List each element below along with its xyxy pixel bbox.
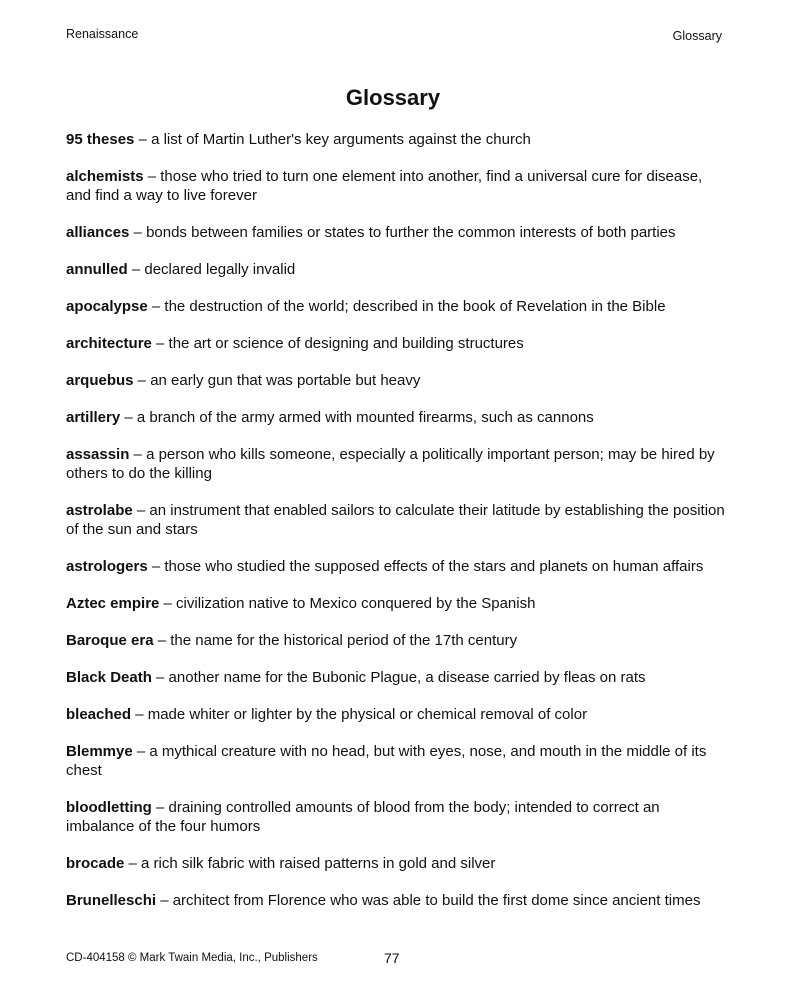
glossary-term: Aztec empire — [66, 595, 160, 612]
glossary-term: brocade — [66, 855, 125, 872]
glossary-definition: – bonds between families or states to further the common interests of both parties — [129, 224, 676, 241]
glossary-entry — [66, 297, 726, 316]
glossary-definition: – the art or science of designing and building structures — [151, 335, 524, 352]
glossary-definition: – another name for the Bubonic Plague, a disease carried by fleas on rats — [151, 669, 646, 686]
glossary-entry — [66, 891, 726, 910]
glossary-term: astrologers — [66, 558, 148, 575]
glossary-definition: – a list of Martin Luther's key arguments against the church — [134, 131, 531, 148]
glossary-entry — [66, 631, 726, 650]
glossary-definition: – the name for the historical period of the 17th century — [153, 632, 518, 649]
page-title: Glossary — [345, 85, 441, 110]
page-number: 77 — [384, 950, 400, 966]
glossary-term: alchemists — [66, 168, 144, 185]
glossary-definition: – made whiter or lighter by the physical or chemical removal of color — [131, 706, 588, 723]
glossary-definition: – a mythical creature with no head, but with eyes, nose, and mouth in the middle of its chest — [66, 743, 707, 779]
glossary-definition: – architect from Florence who was able to build the first dome since ancient times — [156, 892, 701, 909]
glossary-entry — [66, 334, 726, 353]
glossary-term: apocalypse — [66, 298, 148, 315]
glossary-definition: – the destruction of the world; described in the book of Revelation in the Bible — [147, 298, 666, 315]
glossary-definition: – declared legally invalid — [127, 261, 296, 278]
glossary-definition: – a rich silk fabric with raised patterns in gold and silver — [124, 855, 496, 872]
glossary-entry — [66, 594, 726, 613]
glossary-entry — [66, 501, 726, 539]
glossary-entry — [66, 557, 726, 576]
glossary-definition: – a person who kills someone, especially a politically important person; may be hired by others to do the killing — [66, 446, 715, 482]
glossary-term: bleached — [66, 706, 132, 723]
glossary-definition: – draining controlled amounts of blood from the body; intended to correct an imbalance of the four humors — [66, 799, 660, 835]
glossary-term: architecture — [66, 335, 152, 352]
glossary-term: assassin — [66, 446, 130, 463]
glossary-entry — [66, 854, 726, 873]
glossary-definition: – a branch of the army armed with mounted firearms, such as cannons — [120, 409, 594, 426]
glossary-definition: – civilization native to Mexico conquered by the Spanish — [159, 595, 536, 612]
glossary-term: annulled — [66, 261, 128, 278]
glossary-entry — [66, 668, 726, 687]
glossary-definition: – those who tried to turn one element into another, find a universal cure for disease, and find a way to live forever — [66, 168, 703, 204]
glossary-entry — [66, 260, 726, 279]
glossary-term: Blemmye — [66, 743, 133, 760]
glossary-entry — [66, 167, 726, 205]
glossary-entry — [66, 408, 726, 427]
glossary-definition: – an early gun that was portable but heavy — [133, 372, 421, 389]
glossary-entry — [66, 705, 726, 724]
glossary-entry — [66, 445, 726, 483]
glossary-entry — [66, 130, 726, 149]
glossary-definition: – those who studied the supposed effects of the stars and planets on human affairs — [147, 558, 704, 575]
glossary-term: Baroque era — [66, 632, 154, 649]
glossary-term: bloodletting — [66, 799, 152, 816]
running-header-title: Glossary — [672, 29, 722, 43]
glossary-term: 95 theses — [66, 131, 135, 148]
glossary-entry — [66, 742, 726, 780]
glossary-entry — [66, 371, 726, 390]
glossary-term: arquebus — [66, 372, 134, 389]
glossary-term: alliances — [66, 224, 130, 241]
glossary-term: astrolabe — [66, 502, 133, 519]
glossary-list — [66, 130, 726, 928]
glossary-entry — [66, 798, 726, 836]
glossary-term: Black Death — [66, 669, 152, 686]
running-header-section: Renaissance — [66, 27, 139, 41]
glossary-term: Brunelleschi — [66, 892, 157, 909]
glossary-term: artillery — [66, 409, 121, 426]
glossary-definition: – an instrument that enabled sailors to calculate their latitude by establishing the position of the sun and stars — [66, 502, 725, 538]
glossary-entry — [66, 223, 726, 242]
footer-copyright: CD-404158 © Mark Twain Media, Inc., Publishers — [66, 952, 318, 964]
